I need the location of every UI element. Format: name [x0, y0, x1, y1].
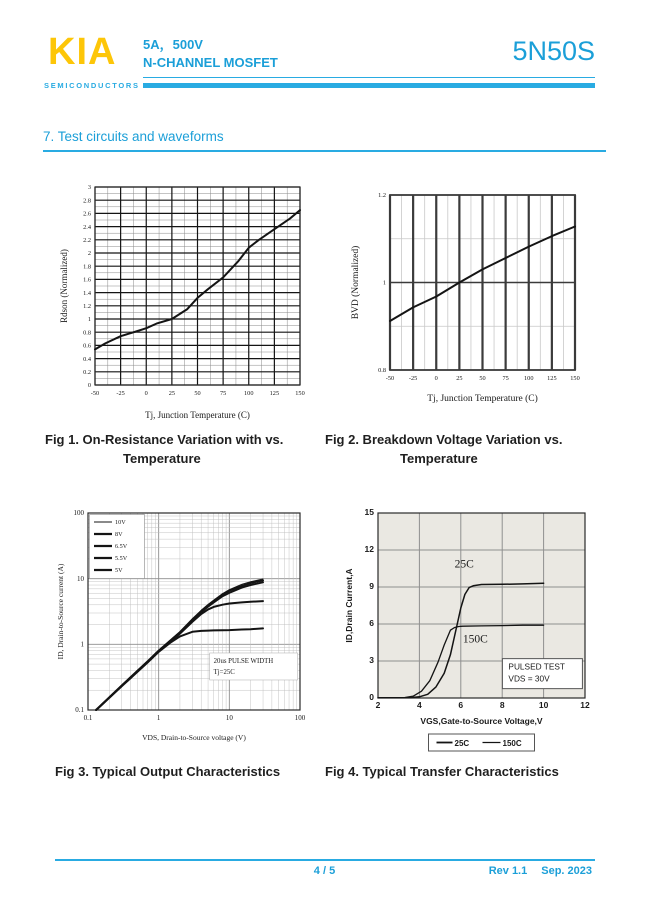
page-number: 4 / 5 — [313, 865, 336, 877]
svg-text:8V: 8V — [115, 531, 123, 538]
svg-text:1.6: 1.6 — [83, 276, 91, 284]
svg-text:0.1: 0.1 — [75, 706, 84, 715]
svg-text:1: 1 — [382, 279, 386, 287]
svg-text:150C: 150C — [462, 633, 488, 646]
svg-text:4: 4 — [417, 700, 422, 710]
svg-text:75: 75 — [502, 375, 509, 382]
svg-text:ID,Drain Current,A: ID,Drain Current,A — [344, 568, 354, 643]
brand-logo-subtitle: SEMICONDUCTORS — [44, 81, 140, 90]
svg-text:10: 10 — [538, 700, 549, 710]
svg-text:10: 10 — [225, 714, 233, 722]
svg-text:0: 0 — [434, 375, 438, 382]
svg-text:150: 150 — [295, 390, 305, 397]
svg-text:6.5V: 6.5V — [115, 543, 128, 550]
svg-text:150: 150 — [570, 375, 580, 382]
fig1-caption-line1: Fig 1. On-Resistance Variation with vs. — [45, 432, 284, 447]
svg-text:0.6: 0.6 — [83, 342, 91, 350]
svg-text:1: 1 — [156, 714, 161, 722]
fig4-transfer-characteristics-chart — [340, 503, 610, 761]
svg-text:BVD (Normalized): BVD (Normalized) — [351, 245, 361, 320]
svg-text:100: 100 — [73, 509, 84, 518]
fig2-breakdown-voltage-chart — [340, 175, 610, 425]
svg-text:0.4: 0.4 — [83, 355, 91, 363]
svg-text:2.8: 2.8 — [83, 197, 91, 205]
section-title: 7. Test circuits and waveforms — [43, 129, 224, 144]
svg-text:6: 6 — [369, 618, 374, 629]
header-rule-thin — [143, 77, 595, 78]
svg-text:PULSED TEST: PULSED TEST — [508, 661, 565, 672]
part-number: 5N50S — [512, 36, 595, 66]
svg-text:-25: -25 — [116, 390, 125, 397]
svg-text:20us PULSE WIDTH: 20us PULSE WIDTH — [213, 657, 274, 665]
fig2-caption — [325, 430, 615, 468]
svg-text:1.8: 1.8 — [83, 263, 91, 271]
svg-text:VDS = 30V: VDS = 30V — [508, 673, 550, 684]
svg-text:9: 9 — [369, 581, 374, 592]
svg-text:5.5V: 5.5V — [115, 555, 128, 562]
svg-text:1: 1 — [80, 640, 84, 649]
svg-text:2: 2 — [375, 700, 381, 710]
svg-text:0.2: 0.2 — [83, 369, 91, 376]
footer-rule — [55, 859, 595, 861]
svg-text:12: 12 — [580, 700, 590, 710]
fig3-caption: Fig 3. Typical Output Characteristics — [55, 764, 281, 779]
svg-text:6: 6 — [458, 700, 464, 710]
svg-text:10: 10 — [77, 574, 84, 583]
svg-text:-25: -25 — [408, 375, 418, 382]
svg-text:VGS,Gate-to-Source Voltage,V: VGS,Gate-to-Source Voltage,V — [420, 716, 543, 726]
svg-text:-50: -50 — [385, 375, 395, 382]
svg-text:15: 15 — [364, 507, 374, 518]
fig3-output-characteristics-chart — [55, 503, 315, 755]
svg-text:50: 50 — [194, 390, 201, 397]
svg-text:3: 3 — [369, 655, 374, 666]
svg-text:25: 25 — [456, 375, 463, 382]
svg-text:2.2: 2.2 — [83, 237, 91, 244]
svg-text:0.8: 0.8 — [83, 329, 91, 337]
svg-text:125: 125 — [269, 390, 280, 397]
svg-text:75: 75 — [219, 390, 227, 397]
svg-text:25C: 25C — [454, 739, 470, 748]
svg-text:125: 125 — [547, 375, 557, 382]
svg-text:100: 100 — [524, 375, 534, 382]
svg-text:Tj, Junction Temperature (C): Tj, Junction Temperature (C) — [427, 394, 538, 404]
svg-text:100: 100 — [244, 390, 254, 397]
svg-text:Tj=25C: Tj=25C — [213, 668, 235, 676]
svg-text:25C: 25C — [454, 558, 474, 571]
fig2-caption-line1: Fig 2. Breakdown Voltage Variation vs. — [325, 432, 563, 447]
svg-text:0: 0 — [369, 692, 374, 703]
fig1-caption-line2: Temperature — [123, 451, 201, 466]
header-rule-thick — [143, 83, 595, 88]
svg-text:5V: 5V — [115, 567, 123, 574]
device-spec — [143, 36, 278, 72]
svg-text:-50: -50 — [90, 390, 100, 397]
svg-text:50: 50 — [479, 375, 486, 382]
svg-text:0: 0 — [144, 390, 148, 397]
svg-text:ID, Drain-to-Source current (A: ID, Drain-to-Source current (A) — [56, 563, 65, 660]
fig2-caption-line2: Temperature — [400, 451, 478, 466]
svg-text:12: 12 — [364, 544, 374, 555]
revision-label: Rev 1.1 — [488, 865, 528, 877]
svg-text:2.4: 2.4 — [83, 223, 91, 231]
svg-text:0.8: 0.8 — [378, 367, 386, 375]
brand-logo: KIA — [48, 31, 117, 73]
svg-text:0: 0 — [87, 382, 91, 390]
device-spec-line2: N-CHANNEL MOSFET — [143, 55, 278, 70]
svg-text:1.4: 1.4 — [83, 289, 91, 297]
fig4-caption: Fig 4. Typical Transfer Characteristics — [325, 764, 559, 779]
svg-text:1.2: 1.2 — [83, 303, 91, 310]
fig1-on-resistance-chart — [55, 175, 315, 425]
device-spec-line1: 5A，500V — [143, 37, 203, 52]
svg-text:8: 8 — [499, 700, 505, 710]
fig1-caption — [45, 430, 325, 468]
svg-text:3: 3 — [87, 184, 91, 192]
svg-text:2: 2 — [87, 250, 91, 258]
svg-text:150C: 150C — [502, 739, 522, 748]
svg-text:0.1: 0.1 — [83, 714, 93, 722]
section-title-underline — [43, 150, 606, 152]
revision-info — [489, 865, 592, 877]
revision-date: Sep. 2023 — [541, 865, 592, 877]
svg-text:2.6: 2.6 — [83, 210, 91, 218]
svg-text:Rdson (Normalized): Rdson (Normalized) — [59, 249, 69, 323]
svg-text:1.2: 1.2 — [378, 192, 386, 200]
svg-text:Tj, Junction Temperature (C): Tj, Junction Temperature (C) — [145, 410, 250, 420]
svg-text:VDS, Drain-to-Source voltage (: VDS, Drain-to-Source voltage (V) — [142, 733, 246, 742]
svg-text:1: 1 — [87, 316, 91, 324]
svg-text:10V: 10V — [115, 519, 126, 526]
svg-text:25: 25 — [168, 390, 176, 397]
svg-text:100: 100 — [294, 714, 306, 722]
